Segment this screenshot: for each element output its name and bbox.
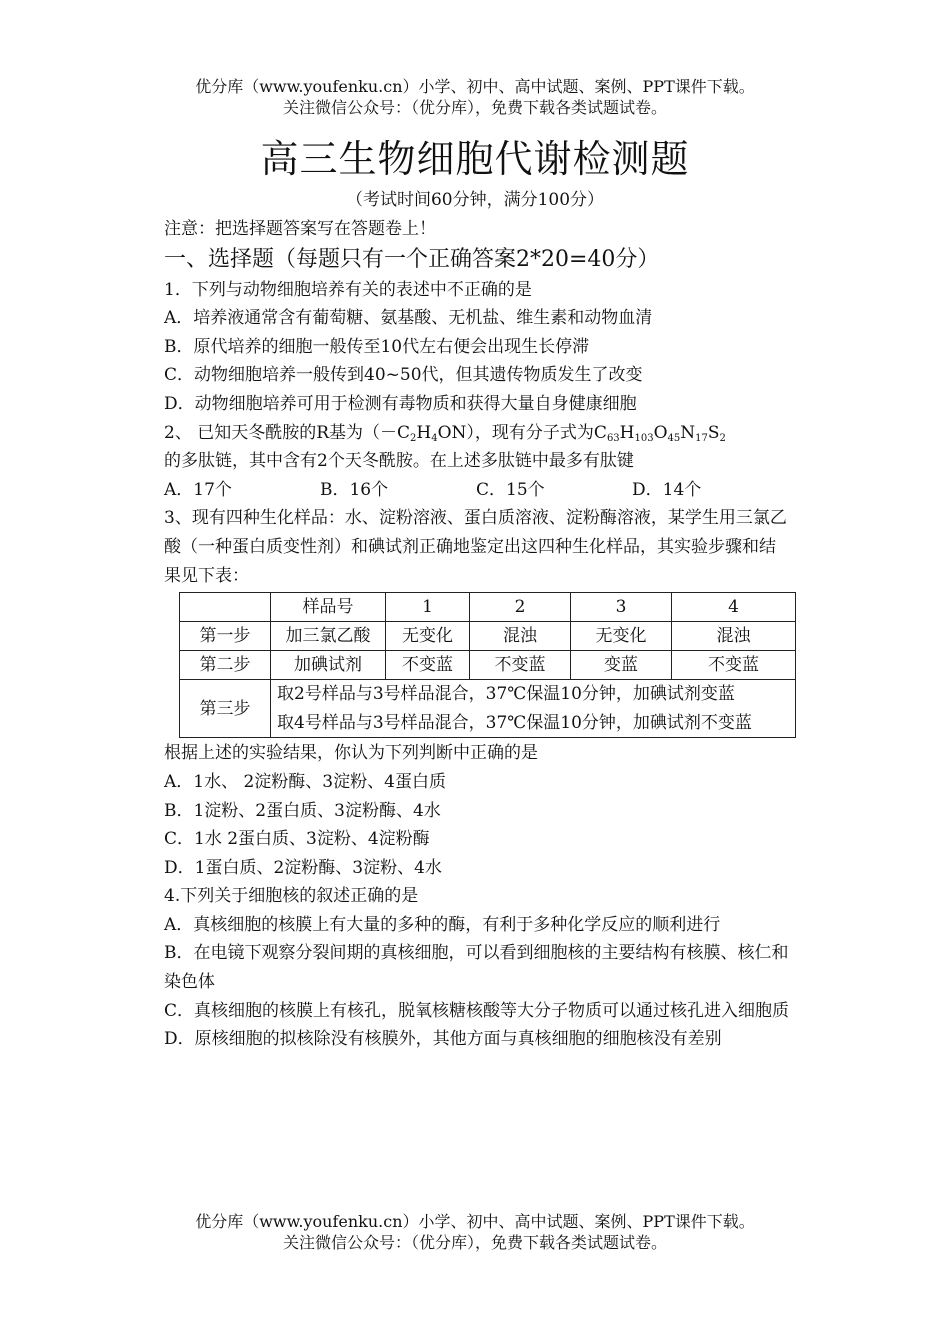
option-a: A．培养液通常含有葡萄糖、氨基酸、无机盐、维生素和动物血清	[164, 308, 653, 329]
subscript: 17	[695, 432, 708, 444]
option-b: B．1淀粉、2蛋白质、3淀粉酶、4水	[164, 800, 441, 821]
table-cell-step3	[271, 680, 796, 738]
subscript: 4	[431, 432, 438, 444]
stem-text: ON），现有分子式为C	[437, 422, 607, 443]
table-cell: 2	[470, 593, 571, 622]
table-cell: 4	[672, 593, 796, 622]
option-d: D．14个	[632, 479, 702, 500]
footer-line-2: 关注微信公众号：（优分库），免费下载各类试题试卷。	[282, 1233, 667, 1252]
stem-text: 2、 已知天冬酰胺的R基为（－C	[164, 422, 411, 443]
table-cell	[180, 593, 271, 622]
question-prompt: 根据上述的实验结果，你认为下列判断中正确的是	[164, 743, 538, 764]
question-stem: 1．下列与动物细胞培养有关的表述中不正确的是	[164, 279, 532, 300]
experiment-table	[179, 592, 796, 738]
options-row	[164, 476, 792, 505]
footer-line-1: 优分库（www.youfenku.cn）小学、初中、高中试题、案例、PPT课件下载。	[195, 1212, 755, 1231]
question-2	[164, 419, 792, 505]
stem-text: H	[416, 422, 432, 443]
exam-info: （考试时间60分钟，满分100分）	[345, 190, 605, 210]
stem-text: S	[707, 422, 720, 443]
exam-content	[164, 215, 792, 1054]
subscript: 45	[667, 432, 681, 444]
option-d: D．原核细胞的拟核除没有核膜外，其他方面与真核细胞的细胞核没有差别	[164, 1029, 722, 1050]
table-cell: 不变蓝	[672, 651, 796, 680]
option-c: C．1水 2蛋白质、3淀粉、4淀粉酶	[164, 829, 430, 850]
page-header	[0, 76, 950, 118]
subscript: 63	[606, 432, 620, 444]
option-c: C．15个	[476, 479, 545, 500]
step3-line-2: 取4号样品与3号样品混合，37℃保温10分钟，加碘试剂不变蓝	[277, 712, 752, 733]
option-a: A．真核细胞的核膜上有大量的多种的酶，有利于多种化学反应的顺利进行	[164, 914, 721, 935]
table-cell: 3	[571, 593, 672, 622]
question-1	[164, 276, 792, 419]
notice: 注意：把选择题答案写在答题卷上！	[164, 219, 436, 239]
table-header-row	[180, 593, 796, 622]
table-cell: 加碘试剂	[271, 651, 386, 680]
table-cell: 无变化	[386, 622, 470, 651]
table-cell: 第二步	[180, 651, 271, 680]
table-cell: 无变化	[571, 622, 672, 651]
table-cell: 样品号	[271, 593, 386, 622]
question-stem	[164, 419, 792, 448]
table-cell: 加三氯乙酸	[271, 622, 386, 651]
table-cell: 不变蓝	[470, 651, 571, 680]
option-d: D．1蛋白质、2淀粉酶、3淀粉、4水	[164, 857, 442, 878]
table-row	[180, 622, 796, 651]
question-stem: 3、现有四种生化样品：水、淀粉溶液、蛋白质溶液、淀粉酶溶液，某学生用三氯乙酸（一种蛋白质变性剂）和碘试剂正确地鉴定出这四种生化样品，其实验步骤和结果见下表：	[164, 508, 787, 586]
header-line-1: 优分库（www.youfenku.cn）小学、初中、高中试题、案例、PPT课件下载。	[195, 77, 755, 96]
table-cell: 混浊	[672, 622, 796, 651]
page-title: 高三生物细胞代谢检测题	[260, 137, 690, 181]
option-b: B．16个	[320, 479, 389, 500]
table-cell: 第三步	[180, 680, 271, 738]
option-c: C．真核细胞的核膜上有核孔，脱氧核糖核酸等大分子物质可以通过核孔进入细胞质	[164, 1000, 790, 1021]
table-cell: 第一步	[180, 622, 271, 651]
subscript: 103	[634, 432, 654, 444]
subscript: 2	[719, 432, 726, 444]
option-c: C．动物细胞培养一般传到40~50代，但其遗传物质发生了改变	[164, 365, 643, 386]
option-d: D．动物细胞培养可用于检测有毒物质和获得大量自身健康细胞	[164, 393, 637, 414]
section-heading: 一、选择题（每题只有一个正确答案2*20=40分）	[164, 246, 660, 272]
step3-line-1: 取2号样品与3号样品混合，37℃保温10分钟，加碘试剂变蓝	[277, 684, 735, 705]
table-cell: 不变蓝	[386, 651, 470, 680]
table-cell: 混浊	[470, 622, 571, 651]
stem-text: O	[653, 422, 668, 443]
option-b: B．原代培养的细胞一般传至10代左右便会出现生长停滞	[164, 336, 590, 357]
table-row	[180, 680, 796, 738]
header-line-2: 关注微信公众号：（优分库），免费下载各类试题试卷。	[282, 98, 667, 117]
subscript: 2	[410, 432, 417, 444]
table-cell: 变蓝	[571, 651, 672, 680]
option-a: A．17个	[164, 479, 232, 500]
table-row	[180, 651, 796, 680]
question-stem: 4.下列关于细胞核的叙述正确的是	[164, 886, 419, 907]
question-3	[164, 504, 792, 882]
page-footer	[0, 1211, 950, 1253]
stem-text: N	[680, 422, 696, 443]
question-4	[164, 882, 792, 1054]
option-a: A．1水、 2淀粉酶、3淀粉、4蛋白质	[164, 771, 446, 792]
table-cell: 1	[386, 593, 470, 622]
stem-text: H	[619, 422, 635, 443]
question-stem-cont: 的多肽链，其中含有2个天冬酰胺。在上述多肽链中最多有肽键	[164, 451, 634, 472]
option-b: B．在电镜下观察分裂间期的真核细胞，可以看到细胞核的主要结构有核膜、核仁和染色体	[164, 943, 789, 993]
